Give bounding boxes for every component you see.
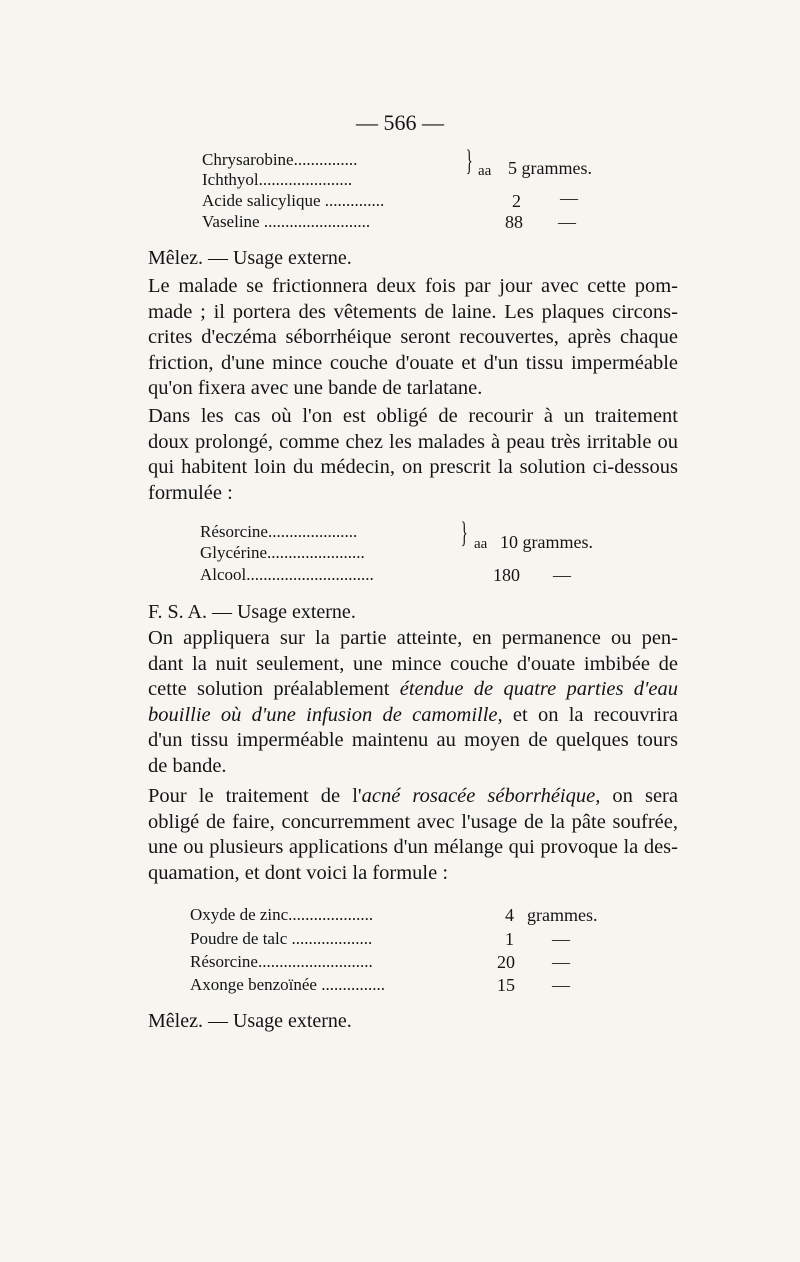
text-run: on sera — [600, 785, 678, 807]
text-run-italic: étendue de quatre parties d'eau — [399, 678, 679, 700]
formula-unit: — — [552, 929, 570, 949]
formula-row: Acide salicylique .............. — [202, 191, 385, 210]
text-line: On appliquera sur la partie atteinte, en permanence ou pen- — [148, 627, 678, 649]
formula-unit: — — [552, 975, 570, 995]
formula-qty: 88 — [505, 212, 523, 232]
formula-row: Vaseline ......................... — [202, 212, 371, 231]
brace-icon: } — [460, 516, 468, 549]
paragraph-4 — [148, 784, 678, 886]
usage-instruction: Mêlez. — Usage externe. — [148, 247, 352, 269]
formula-row: Glycérine....................... — [200, 543, 365, 562]
text-line: quamation, et dont voici la formule : — [148, 861, 449, 884]
formula-qty: 20 — [497, 952, 515, 972]
formula-unit: grammes. — [527, 905, 598, 925]
formula-row: Résorcine........................... — [190, 952, 373, 971]
text-line — [148, 677, 678, 703]
text-run-italic: bouillie où d'une infusion de camomille, — [148, 703, 503, 726]
text-run: cette solution préalablement — [148, 678, 400, 700]
paragraph-1 — [148, 274, 678, 402]
text-line: Dans les cas où l'on est obligé de recourir à un traitement — [148, 405, 678, 427]
text-line: Le malade se frictionnera deux fois par jour avec cette pom- — [148, 275, 678, 297]
formula-unit: — — [552, 952, 570, 972]
page-number: — 566 — — [356, 110, 444, 135]
formula-qty: 4 — [505, 905, 514, 925]
ditto-dash: — — [560, 188, 578, 208]
text-line: made ; il portera des vêtements de laine. Les plaques circons- — [148, 300, 678, 323]
text-line: crites d'eczéma séborrhéique seront recouvertes, après chaque — [148, 326, 678, 348]
ditto-dash: — — [553, 565, 571, 585]
paragraph-2 — [148, 404, 678, 506]
formula-qty: 5 grammes. — [508, 158, 592, 178]
formula-qty: 10 grammes. — [500, 532, 593, 552]
formula-qty: 180 — [493, 565, 520, 585]
text-run: Pour le traitement de l' — [148, 785, 362, 807]
aa-label: aa — [478, 163, 492, 179]
text-line — [148, 703, 678, 729]
formula-row: Résorcine..................... — [200, 522, 358, 541]
text-run: et on la recouvrira — [502, 703, 678, 726]
text-run-italic: acné rosacée séborrhéique, — [361, 785, 601, 807]
text-line: d'un tissu imperméable maintenu au moyen de quelques tours — [148, 729, 678, 751]
text-line: friction, d'une mince couche d'ouate et d'un tissu imperméable — [148, 351, 678, 374]
text-line: dant la nuit seulement, une mince couche d'ouate imbibée de — [148, 652, 678, 675]
text-line: de bande. — [148, 754, 227, 777]
text-line: obligé de faire, concurremment avec l'usage de la pâte soufrée, — [148, 810, 678, 833]
formula-qty: 1 — [505, 929, 514, 949]
formula-row: Oxyde de zinc.................... — [190, 905, 374, 924]
brace-icon: } — [465, 144, 473, 177]
text-line: qui habitent loin du médecin, on prescrit la solution ci-dessous — [148, 456, 678, 478]
usage-instruction: Mêlez. — Usage externe. — [148, 1010, 352, 1032]
text-line: doux prolongé, comme chez les malades à peau très irritable ou — [148, 430, 678, 453]
text-line: formulée : — [148, 481, 233, 504]
formula-row: Ichthyol...................... — [202, 170, 353, 189]
aa-label: aa — [474, 536, 488, 552]
formula-row: Axonge benzoïnée ............... — [190, 975, 385, 994]
text-line: qu'on fixera avec une bande de tarlatane. — [148, 377, 483, 399]
formula-qty: 15 — [497, 975, 515, 995]
paragraph-3 — [148, 626, 678, 779]
formula-row: Chrysarobine............... — [202, 150, 358, 169]
formula-row: Poudre de talc ................... — [190, 929, 373, 948]
text-line — [148, 784, 678, 810]
formula-qty: 2 — [512, 191, 521, 211]
ditto-dash: — — [558, 212, 576, 232]
text-line: une ou plusieurs applications d'un mélange qui provoque la des- — [148, 836, 678, 858]
formula-row: Alcool.............................. — [200, 565, 374, 584]
usage-instruction: F. S. A. — Usage externe. — [148, 601, 356, 623]
